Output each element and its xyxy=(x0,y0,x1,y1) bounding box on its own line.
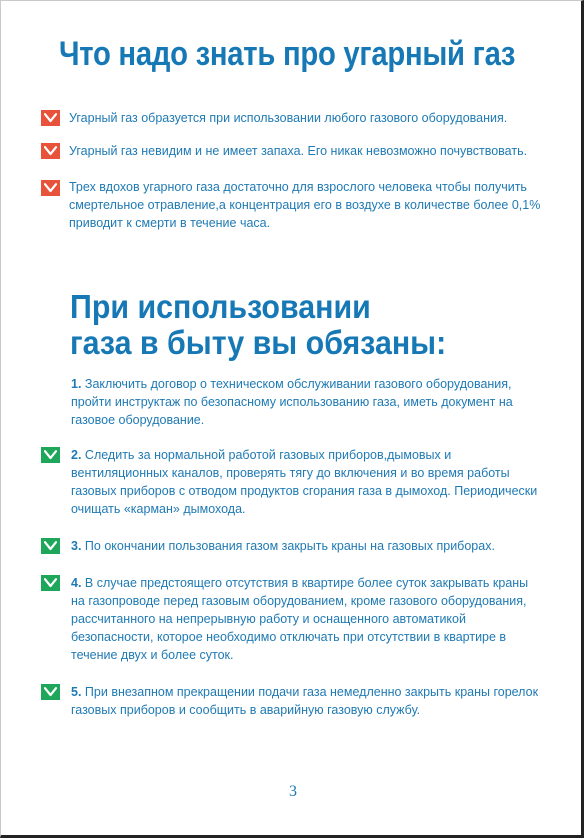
duty-line: безопасности, которое необходимо отключать при отсутствии в квартире в xyxy=(71,630,507,644)
duty-line: газовое оборудование. xyxy=(71,413,205,427)
duty-line: Заключить договор о техническом обслуживании газового оборудования, xyxy=(84,377,512,391)
duty-line: течение двух и более суток. xyxy=(71,648,234,662)
duty-line: Следить за нормальной работой газовых приборов,дымовых и xyxy=(84,448,452,462)
duty-number: 2. xyxy=(71,448,82,462)
duty-number: 4. xyxy=(71,576,82,590)
checkmark-icon xyxy=(41,180,60,196)
checkmark-icon xyxy=(41,575,60,591)
duty-line: очищать «карман» дымохода. xyxy=(71,502,246,516)
duty-line: на газопроводе перед газовым оборудованием, кроме газового оборудования, xyxy=(71,594,527,608)
section-title-line: газа в быту вы обязаны: xyxy=(70,324,447,361)
duty-item xyxy=(71,446,537,518)
duty-item xyxy=(71,683,538,719)
duty-line: газовых приборов с отводом продуктов сгорания газа в дымоход. Периодически xyxy=(71,484,538,498)
duty-item xyxy=(71,574,528,664)
checkmark-icon xyxy=(41,110,60,126)
duty-line: пройти инструктаж по безопасному использованию газа, иметь документ на xyxy=(71,395,513,409)
fact-line: Трех вдохов угарного газа достаточно для взрослого человека чтобы получить xyxy=(69,180,527,194)
duty-line: вентиляционных каналов, проверять тягу до включения и во время работы xyxy=(71,466,510,480)
duty-number: 5. xyxy=(71,685,82,699)
duty-number: 3. xyxy=(71,539,82,553)
duty-item xyxy=(71,537,495,555)
duty-line: По окончании пользования газом закрыть краны на газовых приборах. xyxy=(84,539,495,553)
checkmark-icon xyxy=(41,447,60,463)
section-title-line: При использовании xyxy=(70,288,371,325)
fact-text: Угарный газ невидим и не имеет запаха. Его никак невозможно почувствовать. xyxy=(69,144,528,158)
page-number: 3 xyxy=(289,783,297,800)
page-title: Что надо знать про угарный газ xyxy=(59,35,516,73)
duty-line: В случае предстоящего отсутствия в квартире более суток закрывать краны xyxy=(84,576,529,590)
duty-line: При внезапном прекращении подачи газа немедленно закрыть краны горелок xyxy=(84,685,539,699)
fact-line: смертельное отравление,а концентрация его в воздухе в количестве более 0,1% xyxy=(69,198,541,212)
duty-line: рассчитанного на непрерывную работу и оснащенного автоматикой xyxy=(71,612,466,626)
checkmark-icon xyxy=(41,143,60,159)
fact-item xyxy=(69,178,540,232)
section-title xyxy=(70,289,446,361)
checkmark-icon xyxy=(41,684,60,700)
duty-item xyxy=(71,375,513,429)
fact-line: приводит к смерти в течение часа. xyxy=(69,216,271,230)
checkmark-icon xyxy=(41,538,60,554)
fact-item xyxy=(69,109,507,127)
duty-line: газовых приборов и сообщить в аварийную газовую службу. xyxy=(71,703,421,717)
duty-number: 1. xyxy=(71,377,82,391)
fact-text: Угарный газ образуется при использовании любого газового оборудования. xyxy=(69,111,508,125)
fact-item xyxy=(69,142,527,160)
